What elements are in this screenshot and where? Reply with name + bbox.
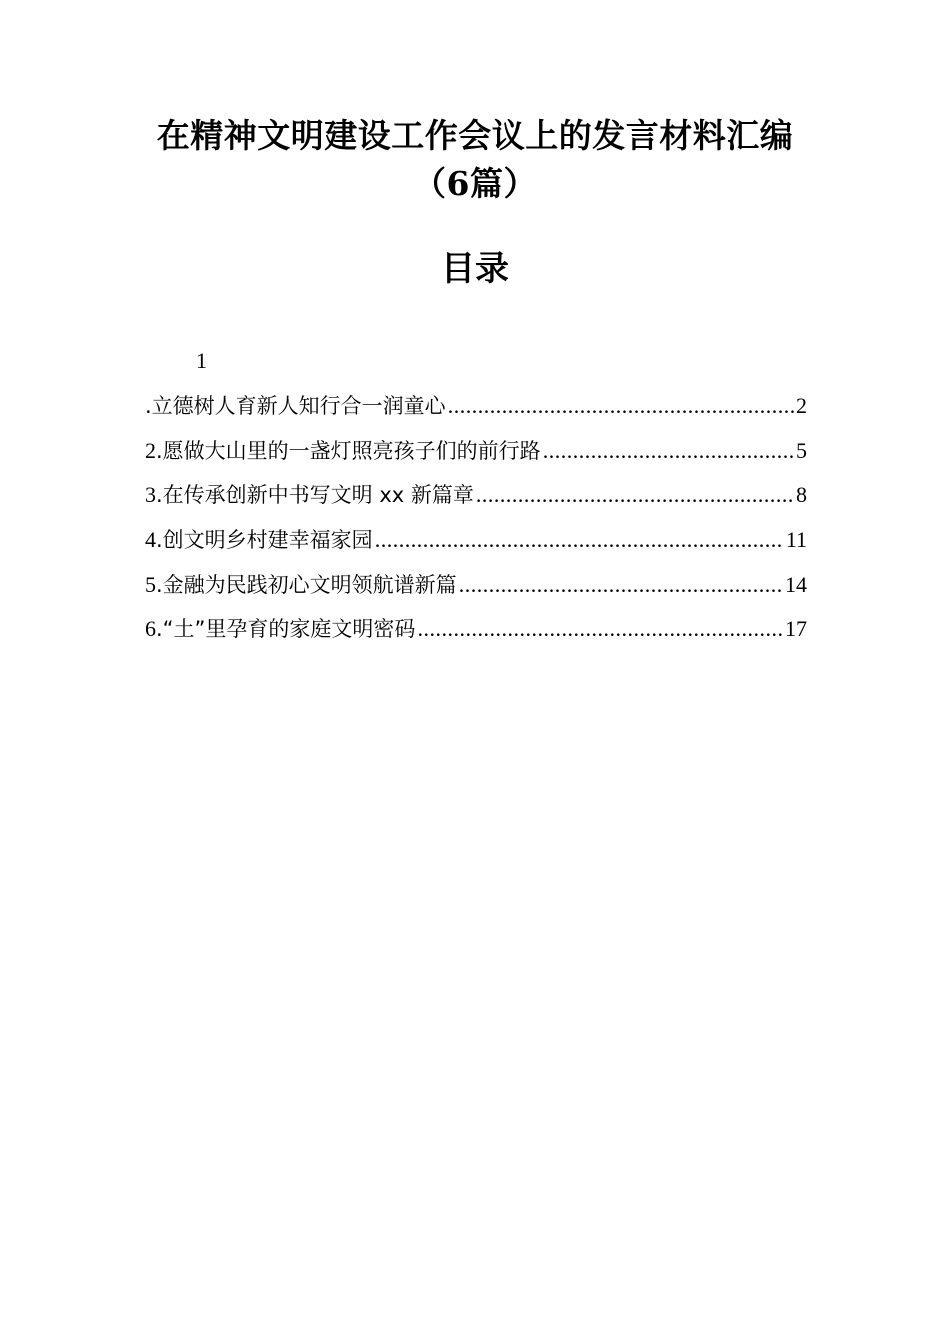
toc-leader-dots	[448, 390, 794, 422]
toc-entry-label	[145, 435, 541, 467]
toc-leader-dots	[459, 569, 783, 601]
toc-entry-label	[145, 390, 446, 422]
toc-entry-text: .创文明乡村建幸福家园	[156, 528, 373, 553]
toc-leader-dots	[375, 524, 784, 556]
toc-entry-page: 14	[785, 571, 807, 597]
toc-entry-prefix: 5	[145, 571, 156, 597]
toc-heading: 目录	[441, 249, 509, 289]
toc-entry-label	[145, 569, 457, 601]
document-title: 在精神文明建设工作会议上的发言材料汇编（6篇）	[156, 116, 794, 203]
toc-entry-text: .金融为民践初心文明领航谱新篇	[156, 572, 457, 597]
toc-entry[interactable]	[145, 390, 807, 435]
toc-leader-dots	[543, 435, 794, 467]
toc-first-number: 1	[196, 348, 207, 373]
toc-entry-text: .愿做大山里的一盏灯照亮孩子们的前行路	[156, 438, 541, 463]
toc-entry-prefix: 4	[145, 527, 156, 553]
toc-entry-page: 8	[796, 482, 807, 508]
toc-leader-dots	[417, 613, 783, 645]
toc-entry-prefix: 2	[145, 437, 156, 463]
toc-entry-text: .在传承创新中书写文明 xx 新篇章	[156, 483, 474, 508]
toc-list	[145, 390, 807, 658]
toc-entry[interactable]	[145, 435, 807, 480]
toc-entry-page: 11	[785, 527, 807, 553]
toc-entry-page: 17	[785, 616, 807, 642]
toc-entry-page: 2	[796, 393, 807, 418]
toc-entry-text: .立德树人育新人知行合一润童心	[145, 394, 446, 418]
toc-entry-text: .“土”里孕育的家庭文明密码	[156, 617, 416, 642]
toc-leader-dots	[476, 479, 794, 511]
toc-entry[interactable]	[145, 613, 807, 658]
toc-entry-page: 5	[796, 437, 807, 463]
toc-entry-label	[145, 479, 474, 511]
toc-entry-label	[145, 613, 415, 645]
toc-entry-label	[145, 524, 373, 556]
toc-entry[interactable]	[145, 479, 807, 524]
toc-entry[interactable]	[145, 524, 807, 569]
toc-entry-prefix: 6	[145, 616, 156, 642]
toc-entry-prefix: 3	[145, 482, 156, 508]
toc-entry[interactable]	[145, 569, 807, 614]
